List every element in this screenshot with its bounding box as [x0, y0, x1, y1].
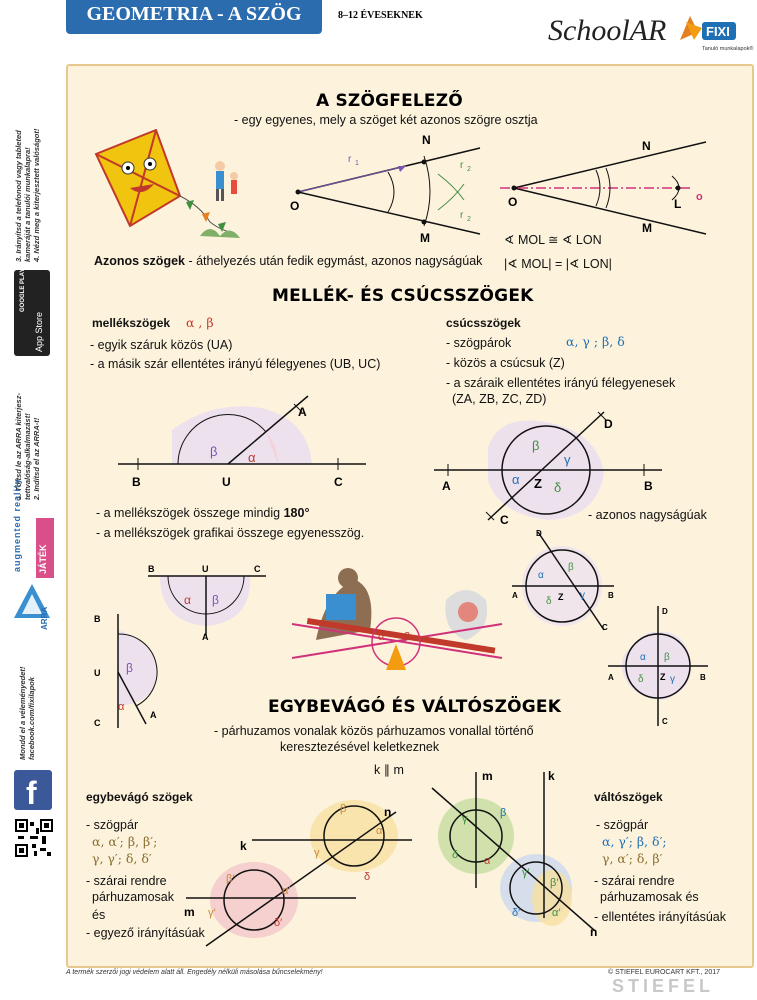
svg-text:B: B [644, 479, 653, 493]
corresponding-item-1: - szárai rendre [86, 874, 167, 888]
svg-text:β′: β′ [226, 873, 235, 885]
bisector-definition: - egy egyenes, mely a szöget két azonos szögre osztja [234, 113, 538, 127]
svg-text:β: β [532, 438, 540, 453]
label-O: O [290, 199, 300, 213]
alternate-pairs-2: γ, α′; δ, β′ [602, 851, 663, 866]
app-store-label: App Store [34, 311, 44, 352]
svg-text:D: D [662, 607, 668, 616]
augmented-reality-label: augmented reality [12, 477, 22, 572]
svg-text:n: n [384, 805, 392, 819]
copyright-notice: A termék szerzői jogi védelem alatt áll. Engedély nélküli másolása bűncselekmény! [66, 969, 323, 976]
alternate-pairs-1: α, γ′; β, δ′; [602, 834, 667, 849]
svg-text:β: β [212, 593, 219, 607]
svg-text:C: C [602, 623, 608, 632]
fixi-logo [676, 10, 754, 52]
age-label: 8–12 ÉVESEKNEK [338, 10, 423, 21]
svg-text:δ′: δ′ [274, 917, 283, 929]
store-badges[interactable] [14, 270, 50, 356]
section3-desc-1: - párhuzamos vonalak közös párhuzamos vonallal történő [214, 724, 534, 738]
equal-angles-text: - áthelyezés után fedik egymást, azonos nagyságúak [185, 254, 483, 268]
vertical-title: csúcsszögek [446, 316, 521, 330]
svg-text:γ: γ [564, 452, 571, 467]
svg-text:γ: γ [670, 674, 675, 685]
section-title-adjacent-vertical: MELLÉK- ÉS CSÚCSSZÖGEK [272, 286, 534, 306]
svg-text:γ′: γ′ [208, 907, 216, 919]
facebook-icon[interactable] [14, 770, 52, 810]
svg-text:γ: γ [462, 813, 468, 825]
svg-text:B: B [148, 564, 155, 574]
corresponding-angles-diagram [186, 790, 416, 950]
google-play-label: GOOGLE PLAY [20, 268, 26, 312]
corresponding-title: egybevágó szögek [86, 790, 193, 804]
jatek-label: JÁTÉK [38, 544, 48, 574]
svg-text:C: C [254, 564, 261, 574]
svg-text:U: U [94, 668, 101, 678]
adjacent-beta: β [210, 444, 218, 459]
svg-text:α: α [376, 825, 383, 837]
label-r2-bottom: r [460, 210, 464, 221]
adjacent-greek: α , β [186, 315, 214, 330]
label-o: o [696, 191, 703, 203]
svg-text:γ: γ [314, 847, 320, 859]
svg-text:C: C [334, 475, 343, 489]
equal-angles-line [94, 254, 482, 268]
fox-icon [676, 10, 754, 52]
svg-text:A: A [202, 632, 209, 642]
feedback-text: Mondd el a véleményedet! [18, 666, 27, 760]
adjacent-rotated-example [90, 606, 180, 736]
section-title-bisector: A SZÖGFELEZŐ [316, 91, 463, 111]
svg-text:δ: δ [546, 596, 552, 607]
svg-text:β: β [500, 807, 507, 819]
vertical-item-4: (ZA, ZB, ZC, ZD) [452, 392, 547, 406]
alternate-pair-label: - szögpár [596, 818, 649, 832]
ar-step-4: 4. Nézd meg a kiterjesztett valóságot! [32, 128, 41, 262]
svg-text:α: α [538, 570, 544, 581]
svg-text:A: A [298, 405, 307, 419]
page-title: GEOMETRIA - A SZÖG [86, 3, 302, 25]
svg-text:U: U [222, 475, 231, 489]
svg-text:α: α [484, 855, 491, 867]
svg-text:α: α [184, 593, 191, 607]
label-r1: r [348, 154, 352, 165]
svg-text:α: α [378, 631, 385, 643]
label-r1-sub: 1 [355, 160, 359, 167]
ar-step-3-cont: kameráját a tanulói munkalapra! [23, 147, 32, 262]
svg-text:β′: β′ [550, 877, 559, 889]
svg-text:B: B [94, 614, 101, 624]
jatek-badge [36, 518, 54, 578]
svg-text:δ: δ [554, 480, 562, 495]
fixi-subtitle: Tanuló munkalapok® [702, 46, 754, 52]
label-N: N [422, 133, 431, 147]
svg-text:δ′: δ′ [512, 907, 521, 919]
adjacent-item-2: - a másik szár ellentétes irányú félegyenes (UB, UC) [90, 357, 381, 371]
svg-text:α: α [118, 701, 125, 713]
svg-text:γ: γ [580, 590, 585, 601]
alternate-item-3: - ellentétes irányításúak [594, 910, 727, 924]
vertical-example-1 [508, 526, 618, 638]
label-L: L [674, 197, 682, 211]
label-r2-top-sub: 2 [467, 166, 471, 173]
svg-text:Z: Z [660, 672, 666, 682]
svg-text:A: A [442, 479, 451, 493]
svg-text:B: B [608, 591, 614, 600]
seesaw-illustration [286, 560, 508, 676]
svg-text:k: k [240, 839, 247, 853]
label-M2: M [642, 221, 652, 235]
equal-angles-formula: |∢ MOL| = |∢ LON| [504, 257, 612, 271]
alternate-angles-diagram [426, 768, 606, 938]
svg-text:B: B [700, 673, 706, 682]
fixi-logo-text: FIXI [706, 24, 730, 39]
label-r2-top: r [460, 160, 464, 171]
alternate-item-2: párhuzamosak és [600, 890, 699, 904]
label-N2: N [642, 139, 651, 153]
vertical-item-2: - közös a csúcsuk (Z) [446, 356, 565, 370]
corresponding-pairs-1: α, α′; β, β′; [92, 834, 158, 849]
ar-step-2: 2. Indítsd el az ARRA-t! [32, 417, 41, 500]
adjacent-sum-text: - a mellékszögek összege mindig [96, 506, 284, 520]
svg-text:Z: Z [558, 592, 564, 602]
arra-label: ARRA [40, 606, 49, 630]
svg-text:β: β [404, 631, 411, 643]
stiefel-logo: STIEFEL [612, 976, 715, 996]
facebook-text [18, 667, 36, 760]
svg-text:B: B [132, 475, 141, 489]
adjacent-sum-value: 180° [283, 506, 310, 520]
qr-code-icon[interactable] [14, 818, 54, 858]
svg-text:A: A [150, 710, 157, 720]
equal-angles-label: Azonos szögek [94, 254, 185, 268]
svg-text:C: C [500, 513, 509, 527]
svg-text:β: β [568, 562, 574, 573]
svg-text:δ: δ [364, 871, 371, 883]
svg-text:U: U [202, 564, 209, 574]
vertical-example-2 [604, 600, 710, 730]
svg-text:α: α [640, 652, 646, 663]
svg-text:α: α [512, 472, 520, 487]
section-title-corresponding-alternate: EGYBEVÁGÓ ÉS VÁLTÓSZÖGEK [268, 697, 562, 717]
parallel-notation: k ∥ m [374, 763, 404, 777]
svg-text:δ: δ [638, 674, 644, 685]
vertical-equal: - azonos nagyságúak [588, 508, 707, 522]
svg-text:n: n [590, 925, 598, 939]
svg-text:β: β [664, 652, 670, 663]
svg-text:f: f [26, 775, 37, 811]
svg-text:A: A [512, 591, 518, 600]
congruence-formula: ∢ MOL ≅ ∢ LON [504, 233, 602, 247]
schoolar-logo: SchoolAR [548, 14, 667, 47]
alternate-title: váltószögek [594, 790, 663, 804]
bisector-result-diagram [496, 126, 716, 244]
facebook-url[interactable]: facebook.com/fixilapok [27, 677, 36, 760]
ar-step-1: 1. Töltsd le az ARRA kiterjesz- [14, 393, 23, 500]
vertical-greek: α, γ ; β, δ [566, 334, 625, 349]
adjacent-angles-diagram [112, 390, 372, 490]
ar-steps-top [14, 129, 41, 262]
svg-text:m: m [184, 905, 195, 919]
ar-step-1-cont: tettvalóság-alkalmazást! [23, 413, 32, 500]
svg-text:D: D [536, 529, 542, 538]
corresponding-item-3: és [92, 908, 106, 922]
corresponding-item-2: párhuzamosak [92, 890, 174, 904]
svg-text:k: k [548, 769, 555, 783]
vertical-item-1: - szögpárok [446, 336, 512, 350]
ar-step-3: 3. Irányítsd a telefonod vagy tableted [14, 130, 23, 262]
svg-text:Z: Z [534, 476, 542, 491]
svg-text:A: A [608, 673, 614, 682]
adjacent-graph: - a mellékszögek grafikai összege egyenesszög. [96, 526, 365, 540]
adjacent-alpha: α [248, 450, 256, 465]
svg-text:m: m [482, 769, 493, 783]
svg-text:β: β [340, 803, 347, 815]
svg-text:γ′: γ′ [522, 867, 530, 879]
alternate-item-1: - szárai rendre [594, 874, 675, 888]
label-r2-bottom-sub: 2 [467, 216, 471, 223]
svg-text:D: D [604, 417, 613, 431]
svg-text:α′: α′ [282, 885, 291, 897]
vertical-item-3: - a száraik ellentétes irányú félegyenesek [446, 376, 676, 390]
svg-text:C: C [662, 717, 668, 726]
svg-text:α′: α′ [552, 907, 561, 919]
corresponding-pair-label: - szögpár [86, 818, 139, 832]
label-M: M [420, 231, 430, 245]
corresponding-item-4: - egyező irányításúak [86, 926, 205, 940]
adjacent-sum [96, 506, 309, 520]
adjacent-title: mellékszögek [92, 316, 171, 330]
kite-illustration [90, 126, 240, 244]
corresponding-pairs-2: γ, γ′; δ, δ′ [92, 851, 152, 866]
bisector-construction-diagram [288, 126, 488, 244]
svg-text:β: β [126, 661, 133, 675]
svg-text:δ: δ [452, 849, 459, 861]
section3-desc-2: keresztezésével keletkeznek [280, 740, 440, 754]
label-O2: O [508, 195, 518, 209]
adjacent-item-1: - egyik száruk közös (UA) [90, 338, 233, 352]
copyright-owner: © STIEFEL EUROCART KFT., 2017 [608, 969, 721, 976]
svg-text:C: C [94, 718, 101, 728]
